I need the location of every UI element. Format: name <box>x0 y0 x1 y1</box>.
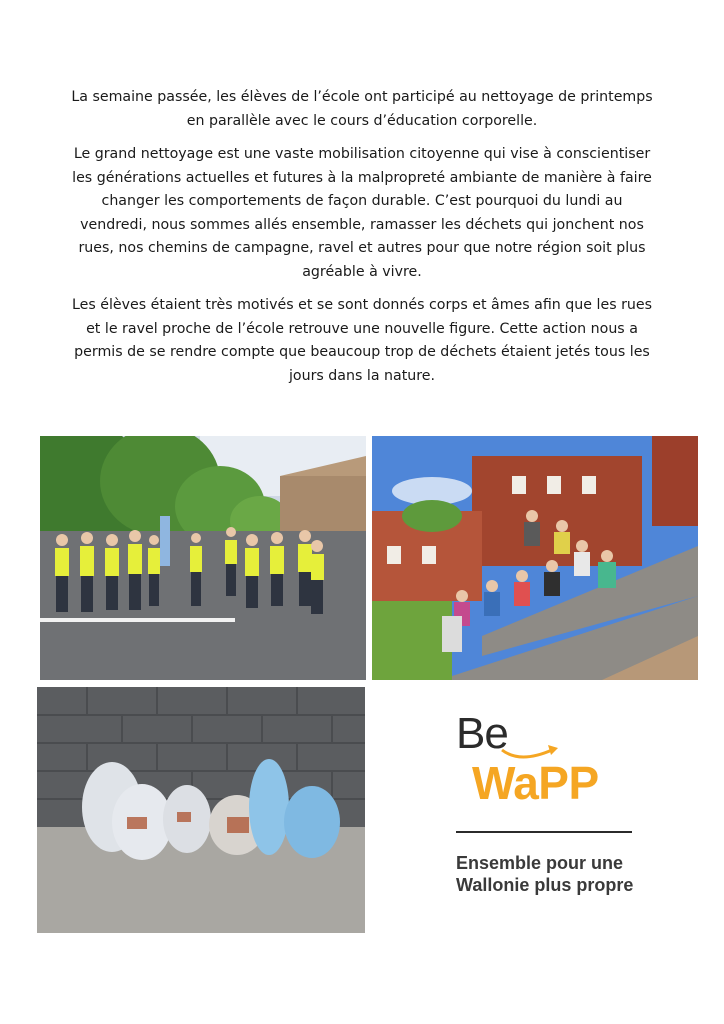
logo-tagline-line1: Ensemble pour une <box>456 853 624 873</box>
logo-tagline-line2: Wallonie plus propre <box>456 875 634 895</box>
article-text <box>70 86 654 398</box>
logo-wapp-text: WaPP <box>472 757 599 809</box>
logo-divider <box>456 831 632 833</box>
photo-students-steps <box>372 436 698 680</box>
paragraph-3: Les élèves étaient très motivés et se sont donnés corps et âmes afin que les rues et le ravel proche de l’école retrouve une nouvelle figure. Cette action nous a permis de se rendre compte que beaucoup trop de déchets étaient jetés tous les jours dans la nature. <box>71 297 653 384</box>
paragraph-1: La semaine passée, les élèves de l’école ont participé au nettoyage de printemps en parallèle avec le cours d’éducation corporelle. <box>71 89 653 129</box>
photo-students-group <box>40 436 366 680</box>
logo-be-text: Be <box>456 709 508 758</box>
logo-tagline <box>456 852 633 896</box>
bewapp-logo <box>456 709 646 902</box>
photo-trash-bags <box>37 687 365 933</box>
paragraph-2: Le grand nettoyage est une vaste mobilisation citoyenne qui vise à conscientiser les générations actuelles et futures à la malpropreté ambiante de manière à faire changer les comportements de façon durable. C’est pourquoi du lundi au vendredi, nous sommes allés ensemble, ramasser les déchets qui jonchent nos rues, nos chemins de campagne, ravel et autres pour que notre région soit plus agréable à vivre. <box>72 146 652 280</box>
